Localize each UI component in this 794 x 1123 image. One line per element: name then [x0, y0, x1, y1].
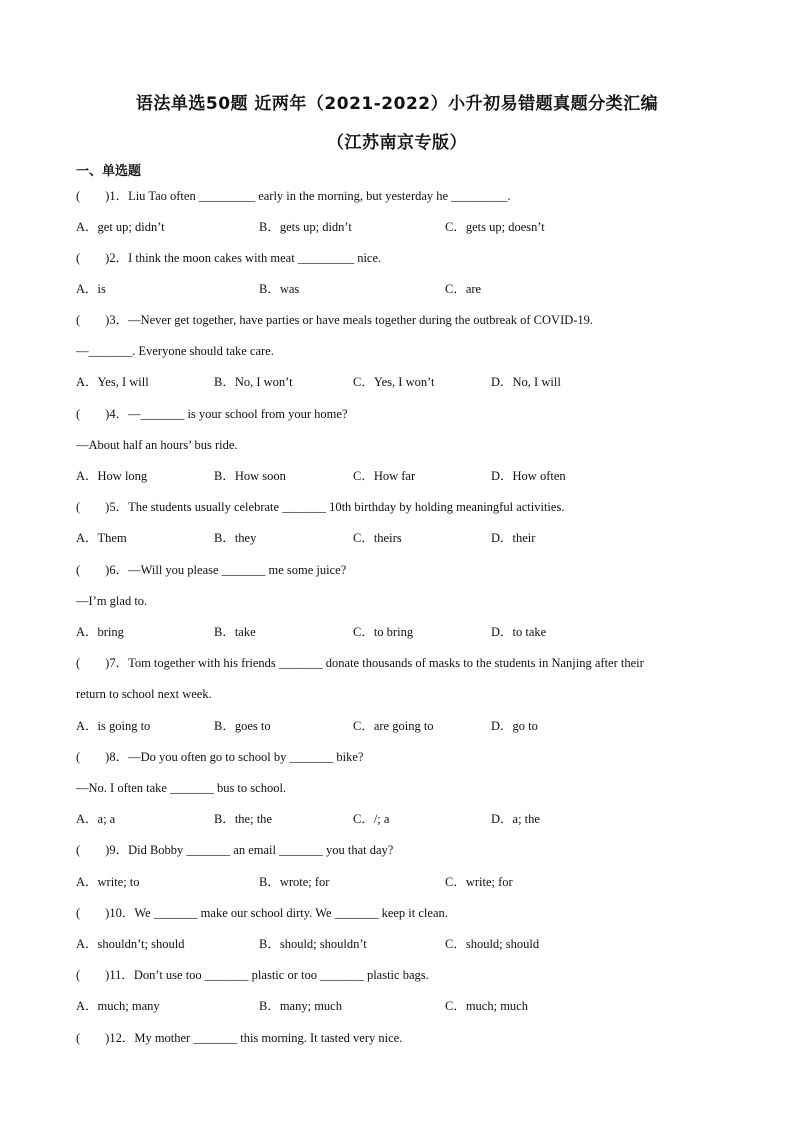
answer-option: C．theirs [353, 531, 402, 545]
section-heading: 一、单选题 [76, 164, 142, 179]
answer-option: B．should; shouldn’t [259, 937, 367, 951]
answer-option: A．get up; didn’t [76, 220, 165, 234]
question-line: —No. I often take _______ bus to school. [76, 781, 287, 795]
answer-option: A．How long [76, 469, 148, 483]
answer-option: B．How soon [214, 469, 286, 483]
question-stem: ( )6．—Will you please _______ me some juice? [76, 563, 347, 577]
question-stem: ( )10．We _______ make our school dirty. We _______ keep it clean. [76, 906, 448, 920]
answer-option: A．is going to [76, 719, 151, 733]
question-stem: ( )9．Did Bobby _______ an email _______ you that day? [76, 843, 394, 857]
page-title: 语法单选50题 近两年（2021-2022）小升初易错题真题分类汇编 [135, 94, 659, 114]
answer-option: A．much; many [76, 999, 160, 1013]
answer-option: A．bring [76, 625, 124, 639]
answer-option: A．write; to [76, 875, 140, 889]
question-stem: ( )4．—_______ is your school from your home? [76, 407, 348, 421]
answer-option: D．go to [491, 719, 538, 733]
answer-option: B．gets up; didn’t [259, 220, 352, 234]
answer-option: A．shouldn’t; should [76, 937, 185, 951]
answer-option: C．to bring [353, 625, 414, 639]
answer-option: C．much; much [445, 999, 528, 1013]
answer-option: A．Them [76, 531, 127, 545]
question-line: return to school next week. [76, 687, 212, 701]
answer-option: C．should; should [445, 937, 540, 951]
answer-option: B．was [259, 282, 300, 296]
question-stem: ( )1．Liu Tao often _________ early in the morning, but yesterday he _________. [76, 189, 511, 203]
question-stem: ( )12．My mother _______ this morning. It tasted very nice. [76, 1031, 403, 1045]
page-subtitle: （江苏南京专版） [327, 133, 467, 153]
answer-option: D．to take [491, 625, 547, 639]
answer-option: C．How far [353, 469, 416, 483]
answer-option: D．How often [491, 469, 566, 483]
question-stem: ( )11．Don’t use too _______ plastic or too _______ plastic bags. [76, 968, 429, 982]
question-line: —I’m glad to. [76, 594, 148, 608]
answer-option: C．write; for [445, 875, 513, 889]
answer-option: D．a; the [491, 812, 540, 826]
answer-option: C．Yes, I won’t [353, 375, 435, 389]
answer-option: B．the; the [214, 812, 272, 826]
question-stem: ( )3．—Never get together, have parties or have meals together during the outbreak of COVID-19. [76, 313, 594, 327]
question-stem: ( )7．Tom together with his friends _______ donate thousands of masks to the students in Nanjing after their [76, 656, 644, 670]
answer-option: B．they [214, 531, 257, 545]
answer-option: B．wrote; for [259, 875, 330, 889]
answer-option: B．goes to [214, 719, 271, 733]
answer-option: C．are [445, 282, 482, 296]
question-stem: ( )2．I think the moon cakes with meat _________ nice. [76, 251, 382, 265]
answer-option: A．is [76, 282, 106, 296]
answer-option: A．a; a [76, 812, 116, 826]
question-line: —_______. Everyone should take care. [76, 344, 274, 358]
answer-option: A．Yes, I will [76, 375, 149, 389]
answer-option: C．/; a [353, 812, 390, 826]
question-stem: ( )5．The students usually celebrate _______ 10th birthday by holding meaningful activities. [76, 500, 565, 514]
answer-option: D．No, I will [491, 375, 561, 389]
answer-option: D．their [491, 531, 536, 545]
answer-option: C．gets up; doesn’t [445, 220, 545, 234]
answer-option: B．many; much [259, 999, 342, 1013]
answer-option: B．take [214, 625, 256, 639]
question-line: —About half an hours’ bus ride. [76, 438, 238, 452]
answer-option: B．No, I won’t [214, 375, 293, 389]
question-stem: ( )8．—Do you often go to school by _______ bike? [76, 750, 364, 764]
answer-option: C．are going to [353, 719, 434, 733]
